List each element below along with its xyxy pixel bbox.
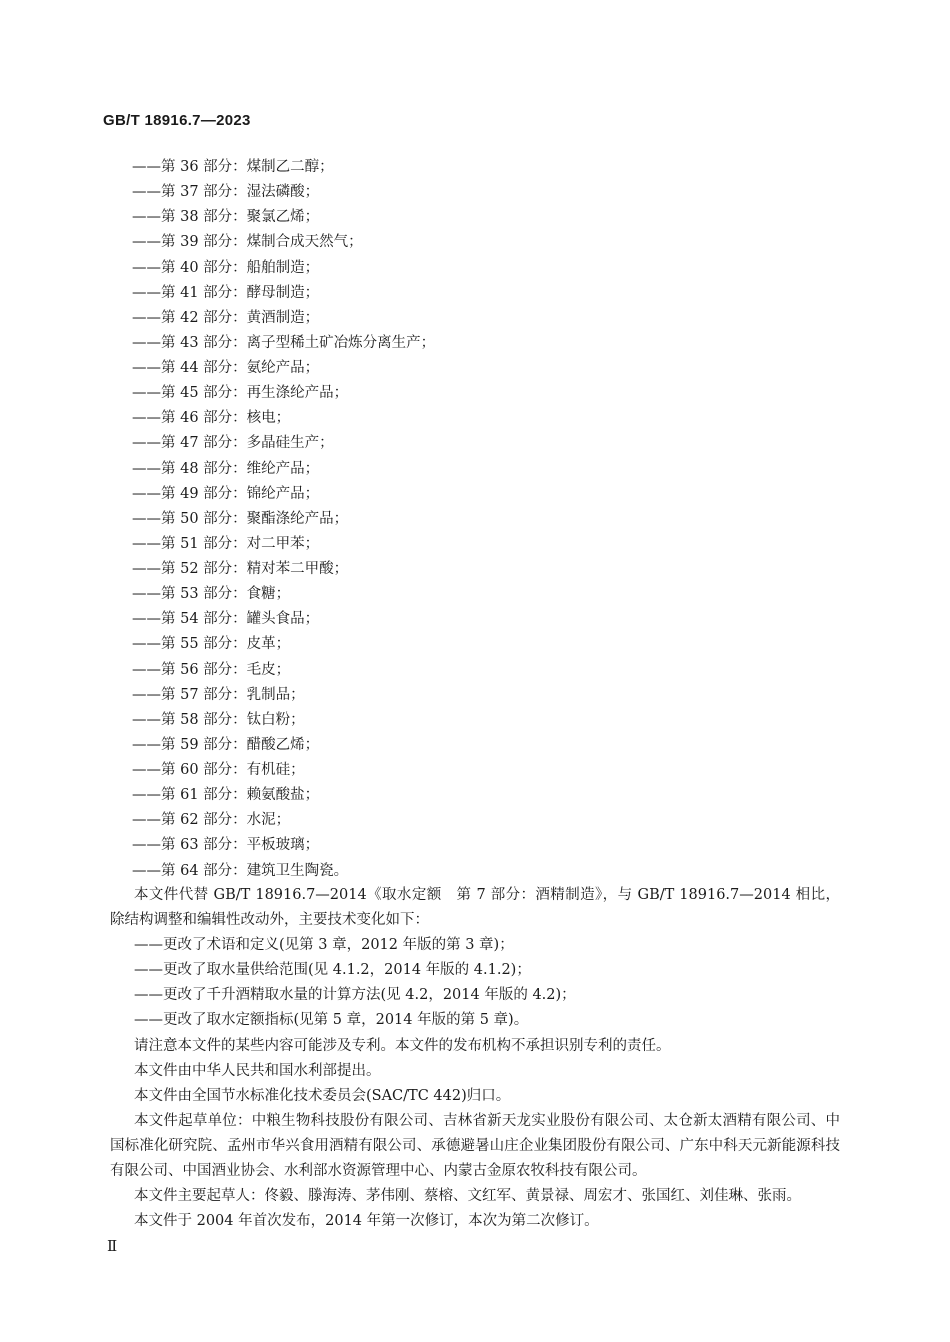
change-item: ——更改了取水量供给范围(见 4.1.2，2014 年版的 4.1.2)； (134, 962, 531, 979)
list-item: ——第 43 部分：离子型稀土矿冶炼分离生产； (132, 334, 436, 351)
list-item: ——第 47 部分：多晶硅生产； (132, 435, 334, 452)
list-item: ——第 60 部分：有机硅； (132, 762, 305, 778)
list-item: ——第 53 部分：食糖； (132, 586, 291, 603)
managed-by: 本文件由全国节水标准化技术委员会(SAC/TC 442)归口。 (134, 1087, 511, 1104)
list-item: ——第 56 部分：毛皮； (132, 661, 291, 678)
list-item: ——第 36 部分：煤制乙二醇； (132, 159, 334, 175)
page-number: Ⅱ (107, 1237, 118, 1255)
proposed-by: 本文件由中华人民共和国水利部提出。 (134, 1062, 381, 1079)
list-item: ——第 37 部分：湿法磷酸； (132, 184, 320, 201)
change-item: ——更改了千升酒精取水量的计算方法(见 4.2，2014 年版的 4.2)； (134, 987, 576, 1004)
list-item: ——第 50 部分：聚酯涤纶产品； (132, 510, 349, 527)
list-item: ——第 62 部分：水泥； (132, 812, 291, 829)
parts-list (132, 155, 435, 884)
drafting-units: 本文件起草单位：中粮生物科技股份有限公司、吉林省新天龙实业股份有限公司、太仓新太酒精有限公司、中国标准化研究院、孟州市华兴食用酒精有限公司、承德避暑山庄企业集团股份有限公司、广东中科天元新能源科技有限公司、中国酒业协会、水利部水资源管理中心、内蒙古金原农牧科技有限公司。 (110, 1112, 840, 1180)
list-item: ——第 46 部分：核电； (132, 410, 291, 427)
list-item: ——第 49 部分：锦纶产品； (132, 485, 320, 502)
change-item: ——更改了取水定额指标(见第 5 章，2014 年版的第 5 章)。 (134, 1012, 529, 1029)
list-item: ——第 42 部分：黄酒制造； (132, 309, 320, 326)
list-item: ——第 45 部分：再生涤纶产品； (132, 385, 349, 402)
list-item: ——第 58 部分：钛白粉； (132, 711, 305, 728)
list-item: ——第 44 部分：氨纶产品； (132, 360, 320, 376)
foreword-body (110, 883, 840, 1234)
list-item: ——第 54 部分：罐头食品； (132, 611, 320, 628)
list-item: ——第 51 部分：对二甲苯； (132, 535, 320, 552)
replacement-paragraph: 本文件代替 GB/T 18916.7—2014《取水定额 第 7 部分：酒精制造》，与 GB/T 18916.7—2014 相比，除结构调整和编辑性改动外，主要技术变化如下： (110, 887, 840, 929)
list-item: ——第 52 部分：精对苯二甲酸； (132, 561, 349, 577)
list-item: ——第 64 部分：建筑卫生陶瓷。 (132, 862, 349, 879)
standard-number-header: GB/T 18916.7—2023 (103, 112, 251, 129)
list-item: ——第 48 部分：维纶产品； (132, 460, 320, 477)
list-item: ——第 55 部分：皮革； (132, 636, 291, 653)
change-item: ——更改了术语和定义(见第 3 章，2012 年版的第 3 章)； (134, 937, 514, 954)
list-item: ——第 41 部分：酵母制造； (132, 284, 320, 301)
drafters: 本文件主要起草人：佟毅、滕海涛、茅伟刚、蔡榕、文红军、黄景禄、周宏才、张国红、刘佳琳、张雨。 (134, 1188, 801, 1205)
list-item: ——第 63 部分：平板玻璃； (132, 837, 320, 854)
list-item: ——第 40 部分：船舶制造； (132, 259, 320, 276)
publication-history: 本文件于 2004 年首次发布，2014 年第一次修订，本次为第二次修订。 (134, 1213, 599, 1230)
patent-notice: 请注意本文件的某些内容可能涉及专利。本文件的发布机构不承担识别专利的责任。 (134, 1037, 671, 1054)
list-item: ——第 38 部分：聚氯乙烯； (132, 209, 320, 226)
list-item: ——第 61 部分：赖氨酸盐； (132, 787, 320, 804)
list-item: ——第 57 部分：乳制品； (132, 686, 305, 703)
list-item: ——第 39 部分：煤制合成天然气； (132, 234, 363, 251)
list-item: ——第 59 部分：醋酸乙烯； (132, 736, 320, 753)
